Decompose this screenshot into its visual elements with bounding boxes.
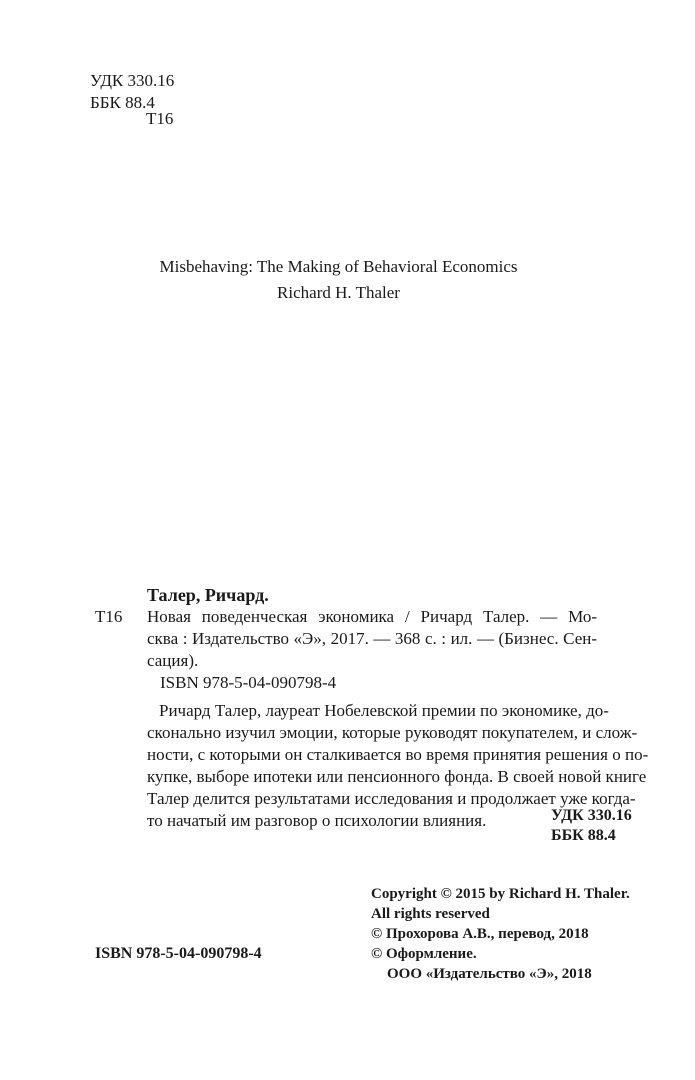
original-title: Misbehaving: The Making of Behavioral Economics: [159, 257, 518, 276]
copyright-line: © Прохорова А.В., перевод, 2018: [371, 926, 589, 942]
catalog-author-code: Т16: [95, 607, 123, 626]
copyright-line: All rights reserved: [371, 906, 490, 922]
bbk-top: ББК 88.4: [90, 93, 155, 112]
copyright-line: ООО «Издательство «Э», 2018: [387, 966, 592, 982]
annotation-line: купке, выборе ипотеки или пенсионного фонда. В своей новой книге: [147, 767, 647, 786]
udk-classification: УДК 330.16: [551, 807, 632, 824]
annotation-line: Ричард Талер, лауреат Нобелевской премии по экономике, до-: [159, 701, 609, 720]
catalog-description-line: сква : Издательство «Э», 2017. — 368 с. : ил. — (Бизнес. Сен-: [147, 629, 597, 648]
isbn-footer: ISBN 978-5-04-090798-4: [95, 945, 262, 962]
annotation-line: то начатый им разговор о психологии влияния.: [147, 811, 487, 830]
copyright-line: Copyright © 2015 by Richard H. Thaler.: [371, 886, 630, 902]
catalog-isbn: ISBN 978-5-04-090798-4: [160, 673, 337, 692]
annotation-line: ности, с которыми он сталкивается во время принятия решения о по-: [147, 745, 649, 764]
catalog-description-line: сация).: [147, 651, 199, 670]
catalog-description: [147, 606, 597, 672]
bbk-classification: ББК 88.4: [551, 827, 616, 844]
copyright-block: [371, 884, 630, 984]
catalog-author-heading: Талер, Ричард.: [147, 585, 269, 605]
annotation-line: Талер делится результатами исследования и продолжает уже когда-: [147, 789, 636, 808]
catalog-description-line: Новая поведенческая экономика / Ричард Талер. — Мо-: [147, 607, 597, 626]
annotation-line: сконально изучил эмоции, которые руководят покупателем, и слож-: [147, 723, 638, 742]
author-code-top: Т16: [146, 109, 174, 128]
copyright-line: © Оформление.: [371, 946, 477, 962]
annotation-paragraph: [147, 700, 649, 832]
original-author: Richard H. Thaler: [277, 283, 400, 302]
udk-top: УДК 330.16: [90, 71, 175, 90]
